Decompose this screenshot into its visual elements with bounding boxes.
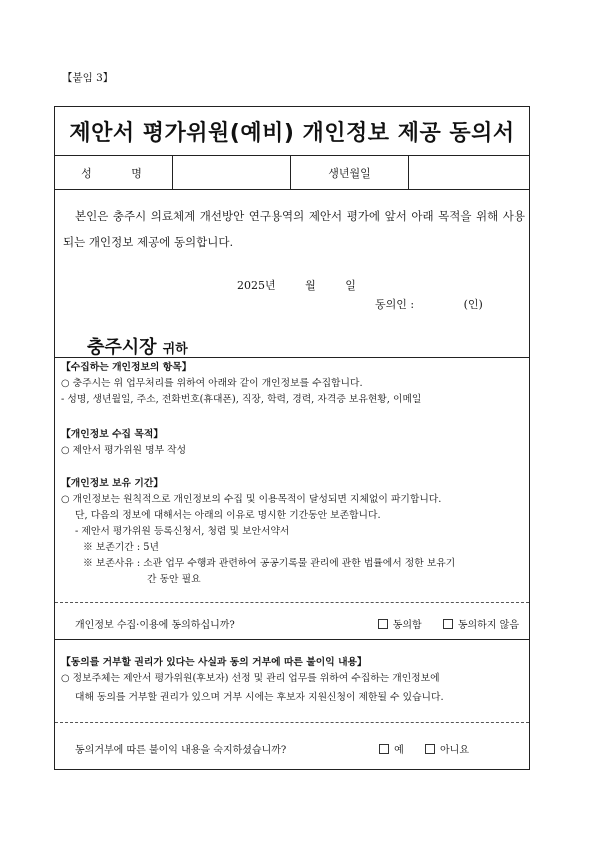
checkbox-icon[interactable] xyxy=(443,619,453,629)
retention-line-3: - 제안서 평가위원 등록신청서, 청렴 및 보안서약서 xyxy=(75,526,290,537)
question-refusal xyxy=(75,741,469,756)
seal-mark: (인) xyxy=(463,298,483,311)
refusal-yes-option[interactable]: 예 xyxy=(379,745,404,756)
question-refusal-text: 동의거부에 따른 불이익 내용을 숙지하셨습니까? xyxy=(75,745,287,756)
question-consent xyxy=(75,616,519,631)
dashed-divider xyxy=(55,722,529,723)
birthdate-label: 생년월일 xyxy=(291,156,409,189)
checkbox-icon[interactable] xyxy=(378,619,388,629)
consent-form xyxy=(54,106,530,770)
question-consent-text: 개인정보 수집·이용에 동의하십니까? xyxy=(75,620,235,631)
consent-yes-option[interactable]: 동의함 xyxy=(378,620,422,631)
retention-reason: ※ 보존사유 : 소관 업무 수행과 관련하여 공공기록물 관리에 관한 법률에서 정한 보유기 xyxy=(83,558,456,569)
date-month: 월 xyxy=(305,279,316,292)
attachment-label: 【붙임 3】 xyxy=(62,72,114,84)
collect-heading: 【수집하는 개인정보의 항목】 xyxy=(61,362,192,373)
retention-line-2: 단, 다음의 정보에 대해서는 아래의 이유로 명시한 기간동안 보존합니다. xyxy=(75,510,381,521)
section-divider xyxy=(55,639,529,640)
consent-no-option[interactable]: 동의하지 않음 xyxy=(443,620,519,631)
signer-label: 동의인 : xyxy=(375,298,415,311)
purpose-line: ○ 제안서 평가위원 명부 작성 xyxy=(61,445,187,456)
refusal-line-2: 대해 동의를 거부할 권리가 있으며 거부 시에는 후보자 지원신청이 제한될 수 있습니다. xyxy=(75,692,444,703)
retention-heading: 【개인정보 보유 기간】 xyxy=(61,478,164,489)
refusal-no-option[interactable]: 아니요 xyxy=(425,745,469,756)
section-divider xyxy=(55,357,529,358)
refusal-heading: 【동의를 거부할 권리가 있다는 사실과 동의 거부에 따른 불이익 내용】 xyxy=(61,657,367,668)
checkbox-icon[interactable] xyxy=(379,744,389,754)
retention-reason-cont: 간 동안 필요 xyxy=(147,574,201,585)
retention-line-1: ○ 개인정보는 원칙적으로 개인정보의 수집 및 이용목적이 달성되면 지체없이 파기합니다. xyxy=(61,494,442,505)
retention-period: ※ 보존기간 : 5년 xyxy=(83,542,159,553)
recipient-suffix: 귀하 xyxy=(162,342,188,357)
purpose-heading: 【개인정보 수집 목적】 xyxy=(61,429,164,440)
section-retention xyxy=(61,476,523,588)
name-label: 성 명 xyxy=(55,156,173,189)
birthdate-field[interactable] xyxy=(409,156,529,189)
consent-statement xyxy=(55,203,529,255)
date-line xyxy=(237,277,397,293)
section-refusal xyxy=(61,655,523,709)
name-field[interactable] xyxy=(173,156,291,189)
refusal-line-1: ○ 정보주체는 제안서 평가위원(후보자) 선정 및 관리 업무를 위하여 수집하는 개인정보에 xyxy=(61,673,440,684)
signer-line xyxy=(375,296,483,312)
dashed-divider xyxy=(55,602,529,603)
recipient xyxy=(87,333,188,359)
recipient-name: 충주시장 xyxy=(87,337,157,358)
info-row xyxy=(55,156,529,190)
collect-items: - 성명, 생년월일, 주소, 전화번호(휴대폰), 직장, 학력, 경력, 자격증 보유현황, 이메일 xyxy=(61,394,422,405)
date-day: 일 xyxy=(345,279,356,292)
form-title: 제안서 평가위원(예비) 개인정보 제공 동의서 xyxy=(55,107,529,156)
checkbox-icon[interactable] xyxy=(425,744,435,754)
consent-text: 본인은 충주시 의료체계 개선방안 연구용역의 제안서 평가에 앞서 아래 목적을 위해 사용되는 개인정보 제공에 동의합니다. xyxy=(63,209,525,249)
section-purpose xyxy=(61,427,523,459)
date-year: 2025년 xyxy=(237,279,276,292)
collect-line: ○ 충주시는 위 업무처리를 위하여 아래와 같이 개인정보를 수집합니다. xyxy=(61,378,363,389)
section-collect xyxy=(61,360,523,408)
